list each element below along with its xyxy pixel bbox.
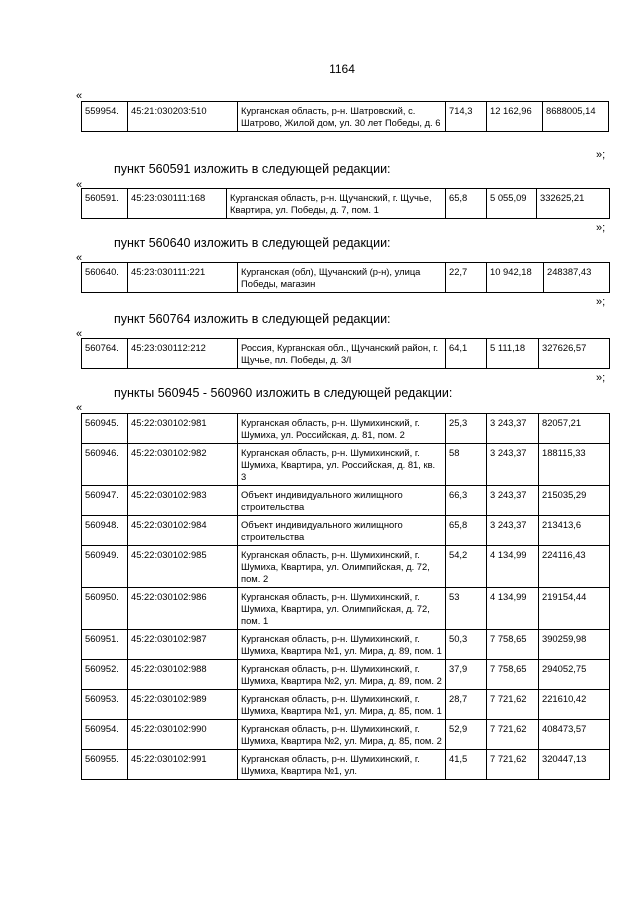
address-cell: Курганская область, р-н. Шумихинский, г. Шумиха, Квартира №1, ул. [238, 750, 446, 780]
table-row [82, 444, 610, 486]
close-quote: »; [596, 149, 606, 161]
cadastral-number-cell: 45:22:030102:982 [128, 444, 238, 486]
row-number-cell: 560640. [82, 263, 128, 293]
paragraph-560591: пункт 560591 изложить в следующей редакции: [114, 162, 391, 176]
rate-cell: 10 942,18 [487, 263, 544, 293]
open-quote: « [76, 90, 83, 102]
table-row [82, 750, 610, 780]
value-cell: 219154,44 [539, 588, 610, 630]
paragraph-560945-560960: пункты 560945 - 560960 изложить в следующей редакции: [114, 386, 453, 400]
value-cell: 8688005,14 [543, 102, 609, 132]
row-number-cell: 560954. [82, 720, 128, 750]
cadastral-number-cell: 45:22:030102:983 [128, 486, 238, 516]
address-cell: Курганская область, р-н. Шумихинский, г. Шумиха, Квартира, ул. Российская, д. 81, кв. 3 [238, 444, 446, 486]
address-cell: Курганская область, р-н. Шумихинский, г. Шумиха, Квартира №2, ул. Мира, д. 85, пом. 2 [238, 720, 446, 750]
address-cell: Курганская область, р-н. Шумихинский, г. Шумиха, ул. Российская, д. 81, пом. 2 [238, 414, 446, 444]
table-4 [81, 338, 610, 369]
value-cell: 332625,21 [537, 189, 610, 219]
rate-cell: 12 162,96 [487, 102, 543, 132]
address-cell: Курганская область, р-н. Шумихинский, г. Шумиха, Квартира, ул. Олимпийская, д. 72, пом. 1 [238, 588, 446, 630]
open-quote: « [76, 402, 83, 414]
row-number-cell: 560764. [82, 339, 128, 369]
cadastral-number-cell: 45:21:030203:510 [128, 102, 238, 132]
address-cell: Курганская область, р-н. Щучанский, г. Щучье, Квартира, ул. Победы, д. 7, пом. 1 [227, 189, 446, 219]
table-row [82, 588, 610, 630]
row-number-cell: 560946. [82, 444, 128, 486]
table-1 [81, 101, 609, 132]
row-number-cell: 560953. [82, 690, 128, 720]
address-cell: Курганская область, р-н. Шумихинский, г. Шумиха, Квартира №2, ул. Мира, д. 89, пом. 2 [238, 660, 446, 690]
table-row [82, 546, 610, 588]
value-cell: 294052,75 [539, 660, 610, 690]
address-cell: Курганская область, р-н. Шатровский, с. Шатрово, Жилой дом, ул. 30 лет Победы, д. 6 [238, 102, 446, 132]
value-cell: 390259,98 [539, 630, 610, 660]
row-number-cell: 560949. [82, 546, 128, 588]
close-quote: »; [596, 372, 606, 384]
value-cell: 213413,6 [539, 516, 610, 546]
table-row [82, 102, 609, 132]
row-number-cell: 559954. [82, 102, 128, 132]
area-cell: 50,3 [446, 630, 487, 660]
rate-cell: 7 721,62 [487, 720, 539, 750]
table-row [82, 486, 610, 516]
page-number: 1164 [329, 62, 355, 76]
table-row [82, 720, 610, 750]
area-cell: 25,3 [446, 414, 487, 444]
rate-cell: 3 243,37 [487, 414, 539, 444]
cadastral-number-cell: 45:23:030111:221 [128, 263, 238, 293]
address-cell: Объект индивидуального жилищного строительства [238, 516, 446, 546]
area-cell: 54,2 [446, 546, 487, 588]
row-number-cell: 560948. [82, 516, 128, 546]
cadastral-number-cell: 45:22:030102:987 [128, 630, 238, 660]
cadastral-number-cell: 45:22:030102:990 [128, 720, 238, 750]
value-cell: 221610,42 [539, 690, 610, 720]
value-cell: 327626,57 [539, 339, 610, 369]
table-row [82, 263, 610, 293]
rate-cell: 7 721,62 [487, 690, 539, 720]
area-cell: 65,8 [446, 189, 487, 219]
area-cell: 65,8 [446, 516, 487, 546]
address-cell: Объект индивидуального жилищного строительства [238, 486, 446, 516]
cadastral-number-cell: 45:22:030102:984 [128, 516, 238, 546]
row-number-cell: 560952. [82, 660, 128, 690]
rate-cell: 5 055,09 [487, 189, 537, 219]
area-cell: 66,3 [446, 486, 487, 516]
row-number-cell: 560945. [82, 414, 128, 444]
cadastral-number-cell: 45:22:030102:991 [128, 750, 238, 780]
row-number-cell: 560950. [82, 588, 128, 630]
row-number-cell: 560947. [82, 486, 128, 516]
area-cell: 52,9 [446, 720, 487, 750]
rate-cell: 7 721,62 [487, 750, 539, 780]
row-number-cell: 560951. [82, 630, 128, 660]
area-cell: 58 [446, 444, 487, 486]
table-row [82, 516, 610, 546]
open-quote: « [76, 328, 83, 340]
area-cell: 37,9 [446, 660, 487, 690]
area-cell: 22,7 [446, 263, 487, 293]
table-row [82, 414, 610, 444]
rate-cell: 7 758,65 [487, 630, 539, 660]
rate-cell: 4 134,99 [487, 588, 539, 630]
address-cell: Курганская область, р-н. Шумихинский, г. Шумиха, Квартира №1, ул. Мира, д. 85, пом. 1 [238, 690, 446, 720]
rate-cell: 7 758,65 [487, 660, 539, 690]
address-cell: Курганская (обл), Щучанский (р-н), улица Победы, магазин [238, 263, 446, 293]
paragraph-560764: пункт 560764 изложить в следующей редакции: [114, 312, 391, 326]
cadastral-number-cell: 45:22:030102:985 [128, 546, 238, 588]
value-cell: 188115,33 [539, 444, 610, 486]
cadastral-number-cell: 45:22:030102:981 [128, 414, 238, 444]
value-cell: 224116,43 [539, 546, 610, 588]
rate-cell: 3 243,37 [487, 486, 539, 516]
address-cell: Курганская область, р-н. Шумихинский, г. Шумиха, Квартира, ул. Олимпийская, д. 72, пом. 2 [238, 546, 446, 588]
table-row [82, 339, 610, 369]
value-cell: 215035,29 [539, 486, 610, 516]
table-3 [81, 262, 610, 293]
open-quote: « [76, 179, 83, 191]
cadastral-number-cell: 45:23:030111:168 [128, 189, 227, 219]
area-cell: 41,5 [446, 750, 487, 780]
cadastral-number-cell: 45:22:030102:986 [128, 588, 238, 630]
cadastral-number-cell: 45:22:030102:989 [128, 690, 238, 720]
value-cell: 82057,21 [539, 414, 610, 444]
table-row [82, 189, 610, 219]
area-cell: 53 [446, 588, 487, 630]
address-cell: Курганская область, р-н. Шумихинский, г. Шумиха, Квартира №1, ул. Мира, д. 89, пом. 1 [238, 630, 446, 660]
table-row [82, 690, 610, 720]
value-cell: 248387,43 [544, 263, 610, 293]
area-cell: 64,1 [446, 339, 487, 369]
table-2 [81, 188, 610, 219]
rate-cell: 4 134,99 [487, 546, 539, 588]
area-cell: 714,3 [446, 102, 487, 132]
row-number-cell: 560955. [82, 750, 128, 780]
paragraph-560640: пункт 560640 изложить в следующей редакции: [114, 236, 391, 250]
rate-cell: 3 243,37 [487, 516, 539, 546]
address-cell: Россия, Курганская обл., Щучанский район, г. Щучье, пл. Победы, д. 3/I [238, 339, 446, 369]
open-quote: « [76, 252, 83, 264]
table-row [82, 630, 610, 660]
rate-cell: 5 111,18 [487, 339, 539, 369]
cadastral-number-cell: 45:22:030102:988 [128, 660, 238, 690]
rate-cell: 3 243,37 [487, 444, 539, 486]
row-number-cell: 560591. [82, 189, 128, 219]
close-quote: »; [596, 296, 606, 308]
area-cell: 28,7 [446, 690, 487, 720]
close-quote: »; [596, 222, 606, 234]
table-row [82, 660, 610, 690]
table-5 [81, 413, 610, 780]
value-cell: 320447,13 [539, 750, 610, 780]
cadastral-number-cell: 45:23:030112:212 [128, 339, 238, 369]
value-cell: 408473,57 [539, 720, 610, 750]
